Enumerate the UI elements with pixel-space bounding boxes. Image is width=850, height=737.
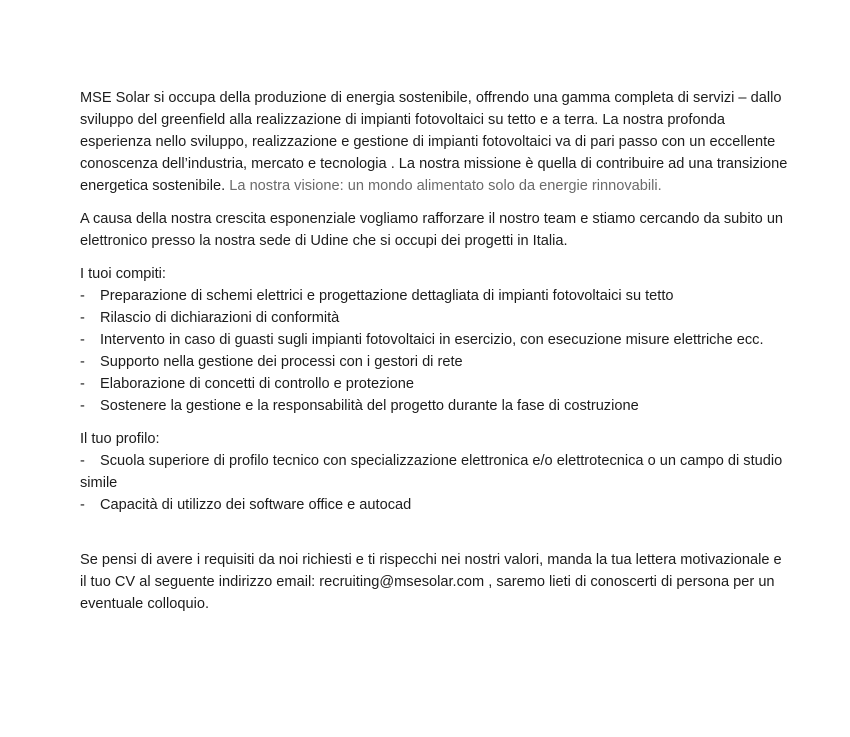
tasks-title: I tuoi compiti:: [80, 266, 166, 282]
profile-list: [80, 450, 792, 516]
profile-title: Il tuo profilo:: [80, 431, 160, 447]
tasks-list: [80, 285, 792, 417]
list-item: - Sostenere la gestione e la responsabilità del progetto durante la fase di costruzione: [80, 398, 639, 414]
closing-paragraph: Se pensi di avere i requisiti da noi richiesti e ti rispecchi nei nostri valori, manda la tua lettera motivazionale e il tuo CV al seguente indirizzo email: recruiting@msesolar.com , saremo lieti di conoscerti di persona per un eventuale colloquio.: [80, 552, 782, 612]
vision-statement: La nostra visione: un mondo alimentato solo da energie rinnovabili.: [229, 178, 662, 194]
list-item: - Elaborazione di concetti di controllo e protezione: [80, 376, 414, 392]
hiring-paragraph: A causa della nostra crescita esponenziale vogliamo rafforzare il nostro team e stiamo cercando da subito un elettronico presso la nostra sede di Udine che si occupi dei progetti in Italia.: [80, 211, 784, 249]
company-intro: [80, 87, 792, 197]
job-posting: [80, 87, 792, 615]
list-item: - Intervento in caso di guasti sugli impianti fotovoltaici in esercizio, con esecuzione misure elettriche ecc.: [80, 332, 764, 348]
intro-text: MSE Solar si occupa della produzione di energia sostenibile, offrendo una gamma completa di servizi – dallo sviluppo del greenfield alla realizzazione di impianti fotovoltaici su tetto e a terra. La nostra profonda esperienza nello sviluppo, realizzazione e gestione di impianti fotovoltaici va di pari passo con un eccellente conoscenza dell’industria, mercato e tecnologia . La nostra missione è quella di contribuire ad una transizione energetica sostenibile.: [80, 90, 788, 194]
list-item: - Capacità di utilizzo dei software office e autocad: [80, 497, 412, 513]
spacer: [80, 527, 792, 549]
list-item: - Preparazione di schemi elettrici e progettazione dettagliata di impianti fotovoltaici su tetto: [80, 288, 674, 304]
list-item: - Rilascio di dichiarazioni di conformità: [80, 310, 340, 326]
list-item: - Scuola superiore di profilo tecnico con specializzazione elettronica e/o elettrotecnica o un campo di studio simile: [80, 453, 783, 491]
list-item: - Supporto nella gestione dei processi con i gestori di rete: [80, 354, 463, 370]
